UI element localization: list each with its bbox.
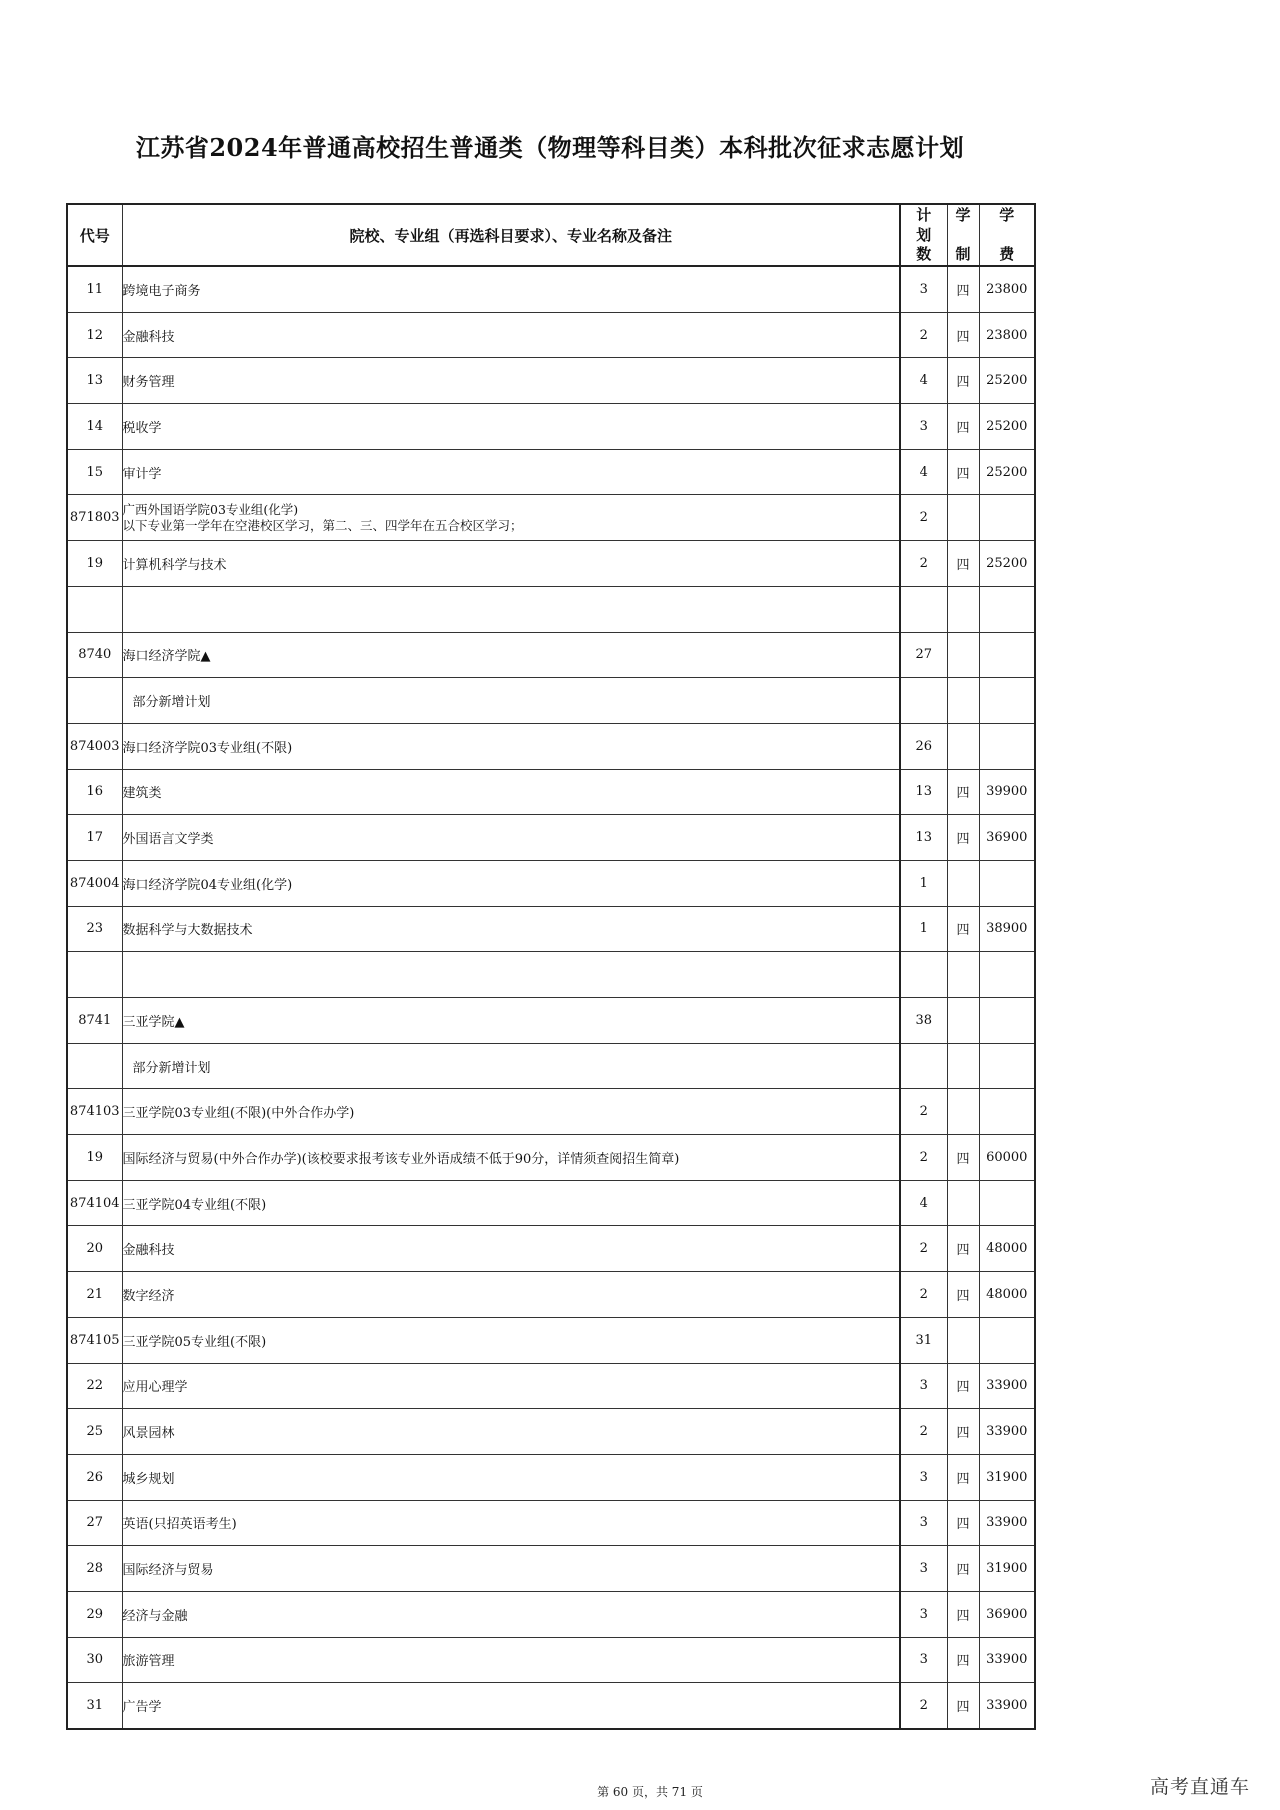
page-title: 江苏省2024年普通高校招生普通类（物理等科目类）本科批次征求志愿计划 xyxy=(135,133,965,162)
cell-duration xyxy=(947,860,979,906)
cell-name: 部分新增计划 xyxy=(122,1043,900,1089)
table-row xyxy=(67,998,1035,1044)
cell-duration xyxy=(947,1317,979,1363)
cell-plan: 31 xyxy=(900,1317,947,1363)
cell-fee: 39900 xyxy=(979,769,1035,815)
cell-duration xyxy=(947,1180,979,1226)
cell-code: 871803 xyxy=(67,495,122,541)
table-row xyxy=(67,1363,1035,1409)
cell-code: 874105 xyxy=(67,1317,122,1363)
cell-name: 旅游管理 xyxy=(122,1637,900,1683)
cell-fee: 33900 xyxy=(979,1683,1035,1729)
cell-name xyxy=(122,586,900,632)
cell-fee: 36900 xyxy=(979,815,1035,861)
cell-fee xyxy=(979,495,1035,541)
table-row xyxy=(67,586,1035,632)
cell-name: 海口经济学院03专业组(不限) xyxy=(122,723,900,769)
cell-name: 广告学 xyxy=(122,1683,900,1729)
cell-name: 税收学 xyxy=(122,404,900,450)
cell-plan: 13 xyxy=(900,815,947,861)
cell-code xyxy=(67,678,122,724)
table-row xyxy=(67,1317,1035,1363)
cell-plan xyxy=(900,678,947,724)
header-plan-char: 划 xyxy=(916,225,932,244)
cell-duration: 四 xyxy=(947,1637,979,1683)
cell-duration: 四 xyxy=(947,266,979,312)
cell-plan: 3 xyxy=(900,1546,947,1592)
cell-duration xyxy=(947,998,979,1044)
cell-duration: 四 xyxy=(947,1546,979,1592)
cell-fee xyxy=(979,632,1035,678)
cell-plan: 27 xyxy=(900,632,947,678)
cell-fee: 23800 xyxy=(979,266,1035,312)
cell-code: 30 xyxy=(67,1637,122,1683)
cell-code xyxy=(67,586,122,632)
cell-code: 31 xyxy=(67,1683,122,1729)
header-duration-char: 学 xyxy=(955,206,971,224)
cell-name: 海口经济学院04专业组(化学) xyxy=(122,860,900,906)
cell-plan: 4 xyxy=(900,358,947,404)
cell-fee: 48000 xyxy=(979,1272,1035,1318)
cell-duration xyxy=(947,678,979,724)
table-row xyxy=(67,266,1035,312)
cell-fee xyxy=(979,678,1035,724)
cell-duration: 四 xyxy=(947,1454,979,1500)
cell-code: 13 xyxy=(67,358,122,404)
cell-plan: 3 xyxy=(900,1637,947,1683)
cell-fee xyxy=(979,952,1035,998)
table-row xyxy=(67,1043,1035,1089)
cell-duration xyxy=(947,632,979,678)
cell-fee: 38900 xyxy=(979,906,1035,952)
cell-fee xyxy=(979,1180,1035,1226)
table-row xyxy=(67,1683,1035,1729)
cell-fee: 48000 xyxy=(979,1226,1035,1272)
header-plan-char: 数 xyxy=(916,245,932,263)
cell-duration: 四 xyxy=(947,1135,979,1181)
group-name: 广西外国语学院03专业组(化学) xyxy=(122,501,299,517)
cell-name: 跨境电子商务 xyxy=(122,266,900,312)
table-row xyxy=(67,1500,1035,1546)
cell-name: 风景园林 xyxy=(122,1409,900,1455)
table-row xyxy=(67,404,1035,450)
cell-duration: 四 xyxy=(947,1500,979,1546)
cell-code: 8741 xyxy=(67,998,122,1044)
page-number: 第 60 页，共 71 页 xyxy=(597,1785,703,1799)
cell-name: 外国语言文学类 xyxy=(122,815,900,861)
cell-fee: 33900 xyxy=(979,1500,1035,1546)
cell-fee: 33900 xyxy=(979,1637,1035,1683)
cell-duration: 四 xyxy=(947,769,979,815)
cell-duration: 四 xyxy=(947,1272,979,1318)
cell-plan: 3 xyxy=(900,1454,947,1500)
cell-code: 22 xyxy=(67,1363,122,1409)
cell-code: 26 xyxy=(67,1454,122,1500)
cell-code: 23 xyxy=(67,906,122,952)
cell-duration: 四 xyxy=(947,1591,979,1637)
cell-plan: 2 xyxy=(900,495,947,541)
cell-duration: 四 xyxy=(947,815,979,861)
table-row xyxy=(67,906,1035,952)
table-row xyxy=(67,541,1035,587)
header-duration xyxy=(947,204,979,266)
cell-name: 部分新增计划 xyxy=(122,678,900,724)
cell-duration: 四 xyxy=(947,906,979,952)
cell-code: 20 xyxy=(67,1226,122,1272)
cell-plan: 2 xyxy=(900,1272,947,1318)
cell-plan: 2 xyxy=(900,541,947,587)
cell-code xyxy=(67,952,122,998)
cell-duration xyxy=(947,1043,979,1089)
header-plan xyxy=(900,204,947,266)
cell-plan: 2 xyxy=(900,1409,947,1455)
cell-duration: 四 xyxy=(947,541,979,587)
table-row xyxy=(67,1272,1035,1318)
cell-plan xyxy=(900,952,947,998)
cell-name: 数据科学与大数据技术 xyxy=(122,906,900,952)
cell-code: 16 xyxy=(67,769,122,815)
cell-code: 874004 xyxy=(67,860,122,906)
cell-code: 14 xyxy=(67,404,122,450)
cell-code: 28 xyxy=(67,1546,122,1592)
cell-name: 计算机科学与技术 xyxy=(122,541,900,587)
header-code: 代号 xyxy=(67,204,122,266)
cell-duration: 四 xyxy=(947,404,979,450)
table-row xyxy=(67,1135,1035,1181)
cell-plan: 1 xyxy=(900,860,947,906)
cell-plan: 26 xyxy=(900,723,947,769)
cell-code: 25 xyxy=(67,1409,122,1455)
cell-plan: 4 xyxy=(900,449,947,495)
cell-name: 经济与金融 xyxy=(122,1591,900,1637)
cell-code xyxy=(67,1043,122,1089)
table-row xyxy=(67,1454,1035,1500)
cell-fee: 25200 xyxy=(979,541,1035,587)
cell-plan: 4 xyxy=(900,1180,947,1226)
cell-code: 874103 xyxy=(67,1089,122,1135)
cell-duration xyxy=(947,723,979,769)
table-row xyxy=(67,723,1035,769)
cell-code: 29 xyxy=(67,1591,122,1637)
table-row xyxy=(67,1226,1035,1272)
table-row xyxy=(67,312,1035,358)
cell-fee xyxy=(979,1317,1035,1363)
cell-fee xyxy=(979,860,1035,906)
cell-duration xyxy=(947,586,979,632)
cell-name: 三亚学院▲ xyxy=(122,998,900,1044)
table-row xyxy=(67,358,1035,404)
cell-name: 三亚学院05专业组(不限) xyxy=(122,1317,900,1363)
cell-duration: 四 xyxy=(947,449,979,495)
cell-fee xyxy=(979,586,1035,632)
table-row xyxy=(67,449,1035,495)
cell-name: 城乡规划 xyxy=(122,1454,900,1500)
cell-plan: 38 xyxy=(900,998,947,1044)
table-row xyxy=(67,1637,1035,1683)
cell-name: 建筑类 xyxy=(122,769,900,815)
cell-fee: 25200 xyxy=(979,358,1035,404)
table-row xyxy=(67,769,1035,815)
table-row xyxy=(67,1591,1035,1637)
cell-plan: 2 xyxy=(900,1683,947,1729)
cell-fee xyxy=(979,723,1035,769)
cell-plan xyxy=(900,586,947,632)
table-row xyxy=(67,1546,1035,1592)
cell-plan: 3 xyxy=(900,1500,947,1546)
cell-plan: 3 xyxy=(900,266,947,312)
cell-fee xyxy=(979,1089,1035,1135)
header-name: 院校、专业组（再选科目要求）、专业名称及备注 xyxy=(122,204,900,266)
cell-plan: 1 xyxy=(900,906,947,952)
header-fee xyxy=(979,204,1035,266)
cell-duration: 四 xyxy=(947,312,979,358)
cell-name: 应用心理学 xyxy=(122,1363,900,1409)
cell-plan: 2 xyxy=(900,1089,947,1135)
cell-name: 数字经济 xyxy=(122,1272,900,1318)
cell-name: 国际经济与贸易(中外合作办学)(该校要求报考该专业外语成绩不低于90分，详情须查阅招生简章) xyxy=(122,1135,900,1181)
header-fee-char: 学 xyxy=(999,206,1015,224)
cell-plan: 13 xyxy=(900,769,947,815)
cell-duration xyxy=(947,952,979,998)
header-plan-char: 计 xyxy=(916,206,932,224)
group-note: 以下专业第一学年在空港校区学习，第二、三、四学年在五合校区学习； xyxy=(122,517,523,533)
cell-name xyxy=(122,495,900,541)
cell-plan: 3 xyxy=(900,404,947,450)
cell-code: 874104 xyxy=(67,1180,122,1226)
cell-name: 审计学 xyxy=(122,449,900,495)
cell-fee: 36900 xyxy=(979,1591,1035,1637)
cell-fee: 31900 xyxy=(979,1546,1035,1592)
watermark: 高考直通车 xyxy=(1150,1776,1251,1798)
cell-plan: 2 xyxy=(900,312,947,358)
table-row xyxy=(67,632,1035,678)
cell-name: 金融科技 xyxy=(122,1226,900,1272)
cell-name: 金融科技 xyxy=(122,312,900,358)
cell-name xyxy=(122,952,900,998)
header-duration-char: 制 xyxy=(955,245,971,263)
header-fee-char: 费 xyxy=(999,245,1015,263)
cell-plan xyxy=(900,1043,947,1089)
cell-name: 英语(只招英语考生) xyxy=(122,1500,900,1546)
table-row xyxy=(67,1089,1035,1135)
cell-code: 8740 xyxy=(67,632,122,678)
table-row xyxy=(67,495,1035,541)
cell-code: 874003 xyxy=(67,723,122,769)
cell-duration: 四 xyxy=(947,1683,979,1729)
cell-fee: 25200 xyxy=(979,449,1035,495)
cell-code: 27 xyxy=(67,1500,122,1546)
table-body xyxy=(67,266,1035,1729)
cell-fee: 25200 xyxy=(979,404,1035,450)
cell-duration: 四 xyxy=(947,1226,979,1272)
cell-plan: 3 xyxy=(900,1363,947,1409)
cell-plan: 2 xyxy=(900,1226,947,1272)
cell-name: 三亚学院04专业组(不限) xyxy=(122,1180,900,1226)
cell-code: 21 xyxy=(67,1272,122,1318)
cell-fee: 33900 xyxy=(979,1409,1035,1455)
table-row xyxy=(67,815,1035,861)
table-header-row xyxy=(67,204,1035,266)
cell-code: 11 xyxy=(67,266,122,312)
cell-name: 国际经济与贸易 xyxy=(122,1546,900,1592)
cell-plan: 2 xyxy=(900,1135,947,1181)
cell-code: 17 xyxy=(67,815,122,861)
table-row xyxy=(67,1180,1035,1226)
cell-code: 15 xyxy=(67,449,122,495)
table-row xyxy=(67,1409,1035,1455)
table-row xyxy=(67,678,1035,724)
cell-name: 海口经济学院▲ xyxy=(122,632,900,678)
cell-duration xyxy=(947,495,979,541)
cell-duration: 四 xyxy=(947,1409,979,1455)
cell-fee: 60000 xyxy=(979,1135,1035,1181)
table-row xyxy=(67,952,1035,998)
cell-fee: 23800 xyxy=(979,312,1035,358)
cell-duration: 四 xyxy=(947,358,979,404)
cell-fee: 33900 xyxy=(979,1363,1035,1409)
cell-fee xyxy=(979,1043,1035,1089)
enrollment-plan-table xyxy=(66,203,1036,1730)
cell-code: 19 xyxy=(67,1135,122,1181)
cell-name: 财务管理 xyxy=(122,358,900,404)
cell-code: 12 xyxy=(67,312,122,358)
cell-fee xyxy=(979,998,1035,1044)
cell-fee: 31900 xyxy=(979,1454,1035,1500)
cell-name: 三亚学院03专业组(不限)(中外合作办学) xyxy=(122,1089,900,1135)
cell-code: 19 xyxy=(67,541,122,587)
cell-duration xyxy=(947,1089,979,1135)
cell-plan: 3 xyxy=(900,1591,947,1637)
cell-duration: 四 xyxy=(947,1363,979,1409)
table-row xyxy=(67,860,1035,906)
